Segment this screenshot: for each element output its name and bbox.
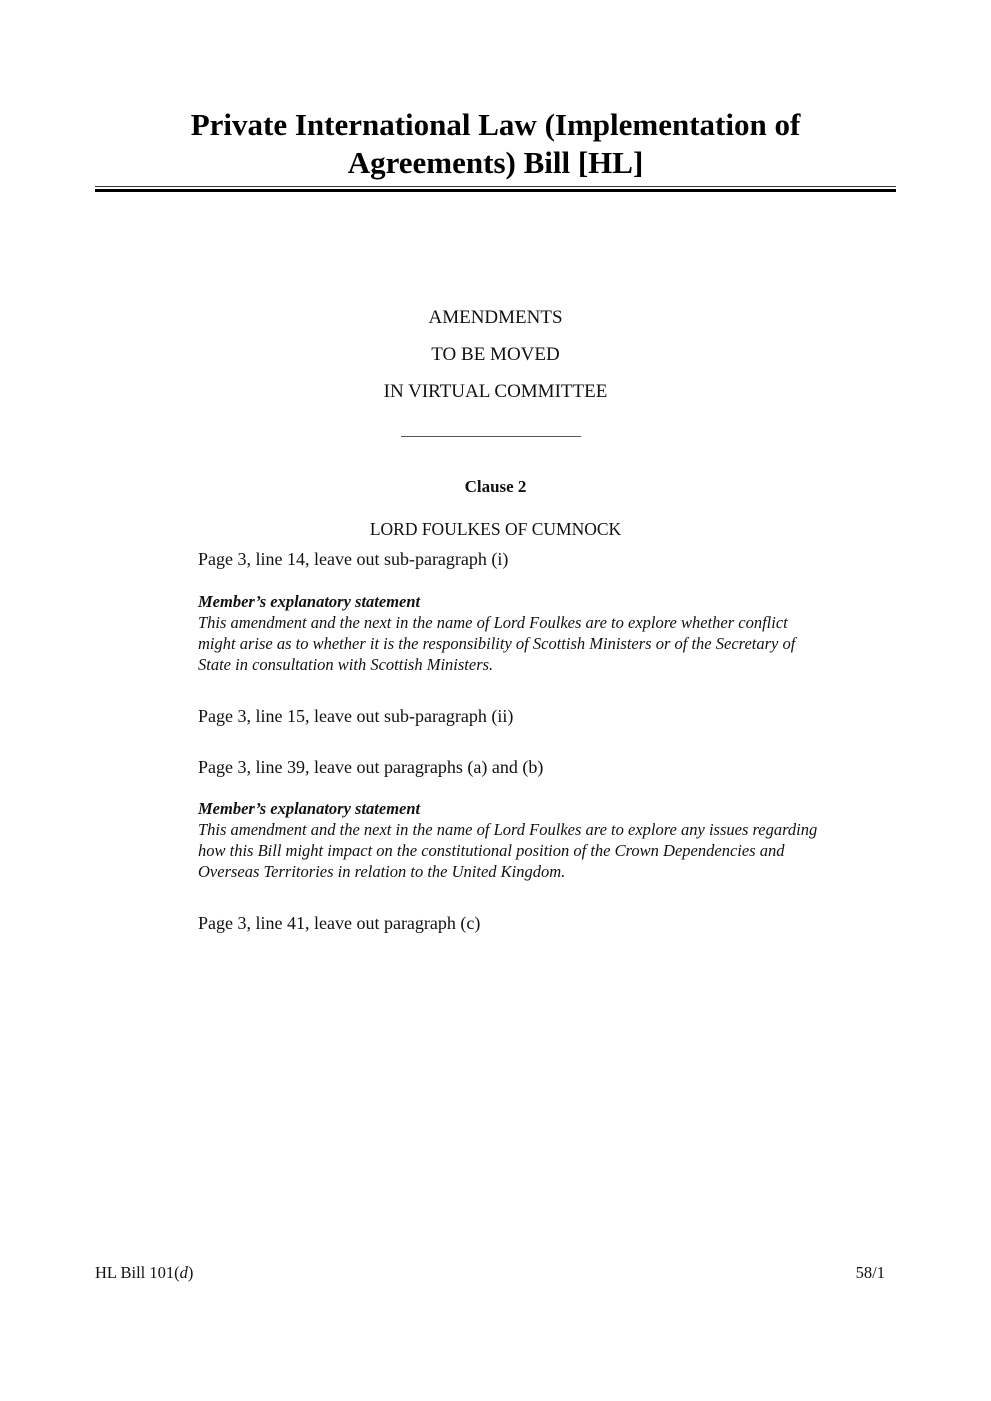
title-double-rule xyxy=(95,186,896,193)
amendment-3: Page 3, line 39, leave out paragraphs (a) and (b) xyxy=(198,757,544,777)
bill-ref-suffix: ) xyxy=(187,1263,194,1282)
clause-heading: Clause 2 xyxy=(464,477,527,496)
amendment-4: Page 3, line 41, leave out paragraph (c) xyxy=(198,913,481,933)
bill-ref-prefix: HL Bill 101( xyxy=(95,1263,180,1282)
page-reference: 58/1 xyxy=(855,1263,885,1282)
statement-line: State in consultation with Scottish Ministers. xyxy=(198,655,494,674)
statement-line: might arise as to whether it is the responsibility of Scottish Ministers or of the Secretary of xyxy=(198,634,796,653)
statement-heading: Member’s explanatory statement xyxy=(198,592,421,611)
title-rule-thin xyxy=(95,186,896,187)
statement-line: This amendment and the next in the name of Lord Foulkes are to explore any issues regarding xyxy=(198,820,818,839)
bill-reference xyxy=(95,1263,193,1283)
statement-heading: Member’s explanatory statement xyxy=(198,799,421,818)
statement-line: how this Bill might impact on the constitutional position of the Crown Dependencies and xyxy=(198,841,785,860)
title-line-2: Agreements) Bill [HL] xyxy=(347,145,644,180)
title-rule-thick xyxy=(95,189,896,192)
section-separator xyxy=(401,436,581,437)
statement-line: Overseas Territories in relation to the United Kingdom. xyxy=(198,862,566,881)
explanatory-statement-2 xyxy=(198,798,898,882)
amendment-1: Page 3, line 14, leave out sub-paragraph (i) xyxy=(198,549,509,569)
explanatory-statement-1 xyxy=(198,591,898,675)
title-line-1: Private International Law (Implementation of xyxy=(190,107,801,142)
heading-to-be-moved: TO BE MOVED xyxy=(431,344,560,365)
heading-in-virtual-committee: IN VIRTUAL COMMITTEE xyxy=(383,381,608,402)
statement-line: This amendment and the next in the name of Lord Foulkes are to explore whether conflict xyxy=(198,613,788,632)
member-name: LORD FOULKES OF CUMNOCK xyxy=(369,519,622,539)
document-title xyxy=(95,106,896,182)
amendment-2: Page 3, line 15, leave out sub-paragraph (ii) xyxy=(198,706,514,726)
bill-ref-print-letter: d xyxy=(179,1263,188,1282)
heading-amendments: AMENDMENTS xyxy=(428,307,563,328)
